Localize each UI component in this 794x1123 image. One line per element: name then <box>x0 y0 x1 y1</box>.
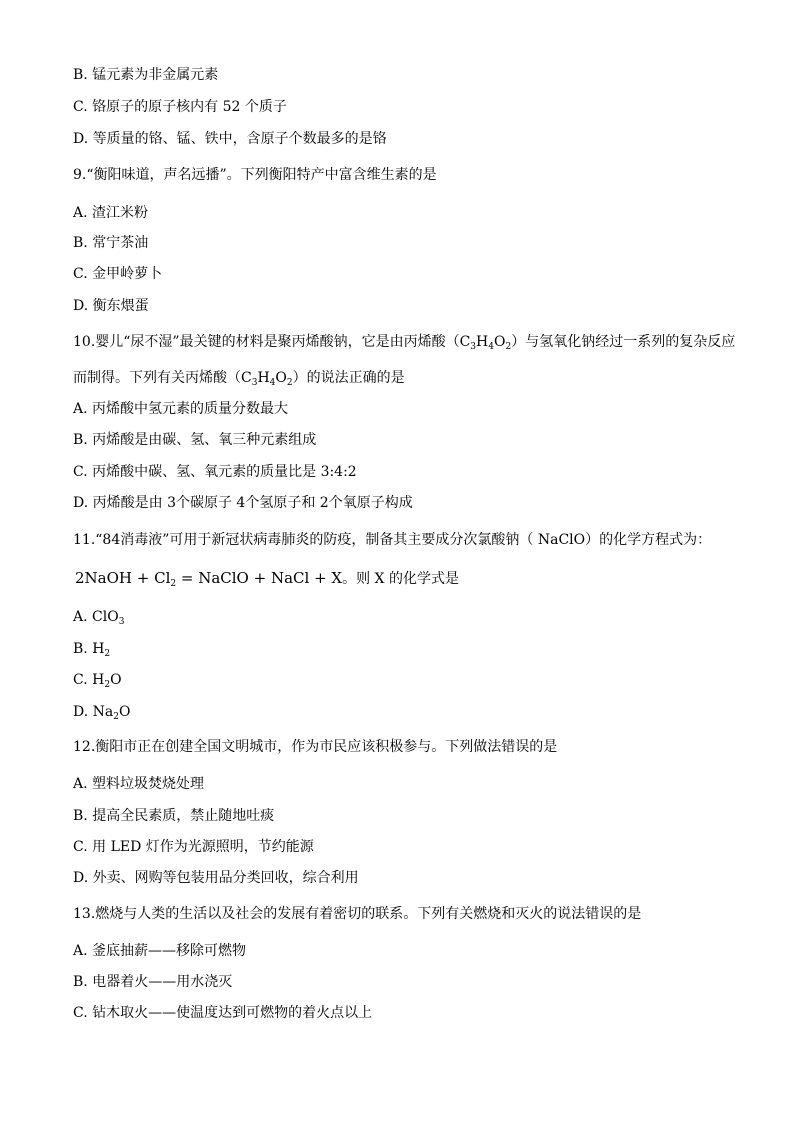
q8-option-d: D. 等质量的铬、锰、铁中，含原子个数最多的是铬 <box>73 131 387 147</box>
q9-option-d: D. 衡东煨蛋 <box>73 298 149 314</box>
q9-option-c: C. 金甲岭萝卜 <box>73 266 163 282</box>
q11-option-c: C. $H_2O$ <box>73 672 122 690</box>
q11-option-d: D. $Na_2O$ <box>73 704 131 722</box>
q13-option-c: C. 钻木取火——使温度达到可燃物的着火点以上 <box>73 1005 373 1021</box>
q12-option-b: B. 提高全民素质，禁止随地吐痰 <box>73 808 275 824</box>
q13-stem: 13.燃烧与人类的生活以及社会的发展有着密切的联系。下列有关燃烧和灭火的说法错误的是 <box>73 906 642 922</box>
q8-option-b: B. 锰元素为非金属元素 <box>73 67 219 83</box>
q9-option-a: A. 渣江米粉 <box>73 205 149 221</box>
q11-equation: 2NaOH + $Cl_2$ = NaClO + NaCl + X。则 X 的化学式是 <box>75 569 459 589</box>
q10-stem-line1: 10.婴儿“尿不湿”最关键的材料是聚丙烯酸钠，它是由丙烯酸$(C_3H_4O_2)$与氢氧化钠经过一系列的复杂反应 <box>73 334 736 352</box>
q13-option-a: A. 釜底抽薪——移除可燃物 <box>73 943 247 959</box>
q10-option-a: A. 丙烯酸中氢元素的质量分数最大 <box>73 401 289 417</box>
q10-option-d: D. 丙烯酸是由 3个碳原子 4个氢原子和 2个氧原子构成 <box>73 495 413 511</box>
q13-option-b: B. 电器着火——用水浇灭 <box>73 974 233 990</box>
q11-option-b: B. $H_2$ <box>73 641 111 659</box>
q11-option-a: A. ClO$_3$ <box>73 609 125 627</box>
q8-option-c: C. 铬原子的原子核内有 52 个质子 <box>73 99 287 115</box>
q12-option-a: A. 塑料垃圾焚烧处理 <box>73 776 205 792</box>
q10-option-b: B. 丙烯酸是由碳、氢、氧三种元素组成 <box>73 432 317 448</box>
q12-option-d: D. 外卖、网购等包装用品分类回收，综合利用 <box>73 870 359 886</box>
q11-stem: 11.“84消毒液”可用于新冠状病毒肺炎的防疫，制备其主要成分次氯酸钠（ NaClO）的化学方程式为： <box>73 532 712 548</box>
q9-stem: 9.“衡阳味道，声名远播”。下列衡阳特产中富含维生素的是 <box>73 167 437 183</box>
q10-option-c: C. 丙烯酸中碳、氢、氧元素的质量比是 3:4:2 <box>73 464 357 480</box>
q10-stem-line2: 而制得。下列有关丙烯酸$(C_3H_4O_2)$的说法正确的是 <box>73 370 405 388</box>
q9-option-b: B. 常宁茶油 <box>73 235 149 251</box>
q12-stem: 12.衡阳市正在创建全国文明城市，作为市民应该积极参与。下列做法错误的是 <box>73 739 558 755</box>
q12-option-c: C. 用 LED 灯作为光源照明，节约能源 <box>73 839 314 855</box>
